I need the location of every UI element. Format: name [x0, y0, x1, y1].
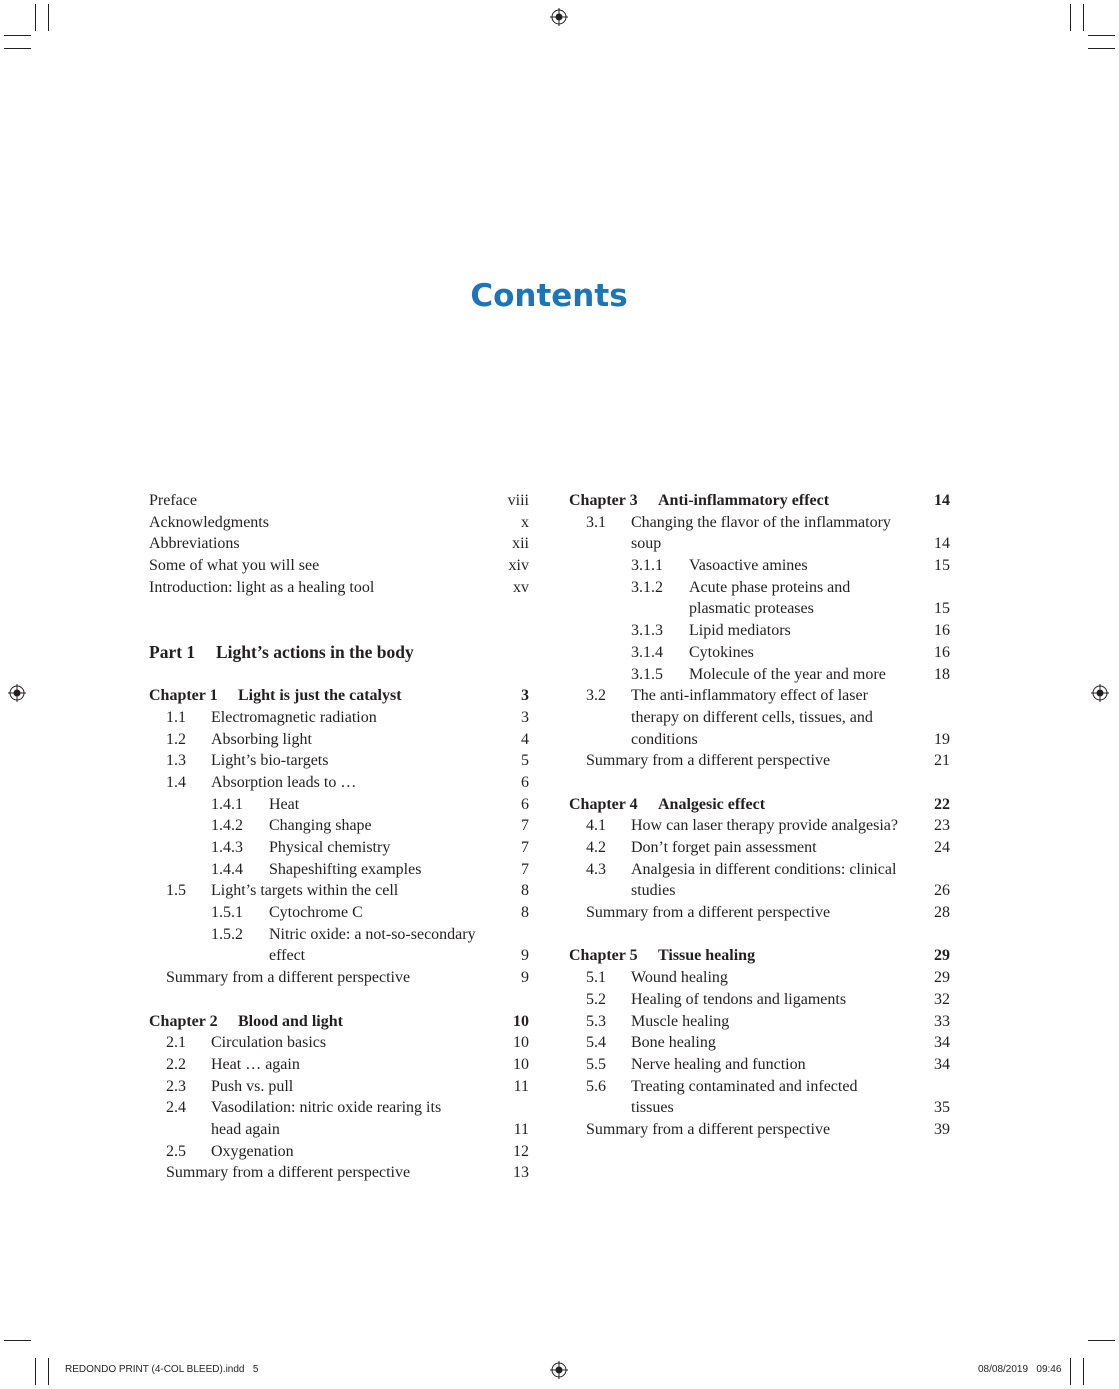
toc-section	[149, 1141, 529, 1163]
subsection-number: 1.4.4	[211, 860, 243, 878]
section-title: Healing of tendons and ligaments	[631, 990, 847, 1008]
section-title: Absorption leads to …	[211, 773, 357, 791]
toc-section-continued	[569, 533, 950, 555]
toc-entry	[149, 577, 529, 599]
section-number: 3.2	[586, 687, 606, 705]
crop-mark	[48, 4, 49, 31]
subsection-page: 15	[934, 557, 950, 575]
section-number: 1.2	[166, 730, 186, 748]
section-number: 1.5	[166, 882, 186, 900]
subsection-number: 3.1.4	[631, 643, 663, 661]
toc-section	[149, 750, 529, 772]
subsection-number: 1.5.2	[211, 925, 243, 943]
section-page: 26	[934, 882, 950, 900]
section-number: 5.6	[586, 1077, 606, 1095]
summary-title: Summary from a different perspective	[586, 752, 831, 770]
section-title: Don’t forget pain assessment	[631, 839, 817, 856]
toc-section	[569, 989, 950, 1011]
toc-entry-title: Acknowledgments	[149, 513, 269, 531]
section-number: 2.3	[166, 1077, 186, 1095]
chapter-heading	[569, 490, 950, 512]
subsection-number: 3.1.5	[631, 665, 663, 683]
chapter-title: Blood and light	[238, 1012, 343, 1030]
section-page: 11	[513, 1120, 529, 1138]
summary-title: Summary from a different perspective	[166, 969, 411, 987]
subsection-number: 1.4.2	[211, 817, 243, 835]
section-title: therapy on different cells, tissues, and	[631, 708, 873, 726]
subsection-title: Acute phase proteins and	[689, 578, 851, 596]
toc-section-continued	[569, 1097, 950, 1119]
toc-subsection	[149, 924, 529, 946]
chapter-title: Tissue healing	[658, 947, 756, 965]
section-number: 2.4	[166, 1099, 186, 1117]
subsection-number: 3.1.1	[631, 557, 663, 575]
toc-subsection	[149, 794, 529, 816]
registration-mark-icon	[8, 684, 26, 702]
toc-summary	[569, 902, 950, 924]
toc-subsection	[149, 902, 529, 924]
crop-mark	[1070, 4, 1071, 31]
chapter-label: Chapter 5	[569, 947, 638, 965]
toc-entry	[149, 555, 529, 577]
toc-subsection	[569, 642, 950, 664]
toc-section	[569, 1011, 950, 1033]
toc-subsection	[149, 815, 529, 837]
toc-section-continued	[569, 880, 950, 902]
toc-section	[149, 1097, 529, 1119]
section-number: 1.4	[166, 773, 186, 791]
section-page: 24	[934, 839, 950, 856]
toc-section	[149, 729, 529, 751]
subsection-page: 18	[934, 665, 950, 683]
subsection-title: effect	[269, 947, 306, 965]
part-title: Light’s actions in the body	[216, 641, 414, 662]
toc-subsection-continued	[569, 598, 950, 620]
section-page: 19	[934, 730, 950, 748]
toc-section	[149, 1032, 529, 1054]
crop-mark	[1088, 35, 1115, 36]
chapter-title: Anti-inflammatory effect	[658, 492, 830, 509]
toc-entry-page: xii	[512, 535, 529, 553]
subsection-page: 8	[521, 904, 529, 922]
chapter-label: Chapter 3	[569, 492, 638, 509]
crop-mark	[1083, 1358, 1084, 1385]
section-title: Muscle healing	[631, 1012, 730, 1030]
section-number: 5.4	[586, 1034, 606, 1052]
summary-page: 9	[521, 969, 529, 987]
subsection-title: Cytokines	[689, 643, 754, 661]
section-title: Light’s bio-targets	[211, 752, 329, 770]
toc-subsection	[149, 859, 529, 881]
crop-mark	[4, 48, 31, 49]
section-title: Absorbing light	[211, 730, 312, 748]
crop-mark	[1088, 1340, 1115, 1341]
toc-section-continued	[569, 729, 950, 751]
section-page: 5	[521, 752, 529, 770]
chapter-label: Chapter 2	[149, 1012, 218, 1030]
crop-mark	[4, 35, 31, 36]
registration-mark-icon	[1091, 684, 1109, 702]
toc-entry-page: xiv	[508, 557, 529, 575]
subsection-page: 15	[934, 600, 950, 618]
toc-entry-page: xv	[513, 578, 529, 596]
toc-section	[569, 1054, 950, 1076]
subsection-page: 6	[521, 795, 529, 813]
subsection-title: plasmatic proteases	[689, 600, 814, 618]
subsection-title: Cytochrome C	[269, 904, 363, 922]
section-number: 5.5	[586, 1055, 606, 1073]
section-title: Nerve healing and function	[631, 1055, 806, 1073]
section-page: 35	[934, 1099, 950, 1117]
slug-datetime: 08/08/2019 09:46	[978, 1364, 1062, 1375]
chapter-page: 3	[521, 687, 529, 705]
section-page: 32	[934, 990, 950, 1008]
part-label: Part 1	[149, 641, 196, 662]
subsection-number: 1.4.3	[211, 839, 243, 857]
toc-entry-title: Some of what you will see	[149, 557, 320, 575]
subsection-page: 16	[934, 643, 950, 661]
section-number: 2.5	[166, 1142, 186, 1160]
toc-summary	[569, 1119, 950, 1141]
chapter-heading	[149, 1011, 529, 1033]
section-page: 12	[513, 1142, 529, 1160]
toc-entry-page: x	[521, 513, 529, 531]
section-number: 2.2	[166, 1055, 186, 1073]
section-page: 14	[934, 535, 950, 553]
subsection-page: 7	[521, 839, 529, 857]
section-page: 23	[934, 817, 950, 835]
registration-mark-icon	[550, 1361, 568, 1379]
page-title: Contents	[470, 278, 628, 314]
section-title: Light’s targets within the cell	[211, 882, 399, 900]
summary-page: 39	[934, 1120, 950, 1138]
chapter-heading	[569, 945, 950, 967]
section-title: The anti-inflammatory effect of laser	[631, 687, 868, 705]
section-title: studies	[631, 882, 676, 900]
subsection-title: Shapeshifting examples	[269, 860, 422, 878]
section-number: 4.2	[586, 839, 606, 856]
section-title: tissues	[631, 1099, 674, 1117]
chapter-heading	[569, 794, 950, 816]
toc-summary	[149, 1162, 529, 1184]
subsection-number: 1.5.1	[211, 904, 243, 922]
toc-section	[149, 772, 529, 794]
subsection-title: Vasoactive amines	[689, 557, 808, 575]
toc-subsection	[149, 837, 529, 859]
toc-section	[569, 815, 950, 837]
toc-section	[569, 685, 950, 707]
chapter-page: 14	[934, 492, 950, 509]
subsection-page: 7	[521, 817, 529, 835]
toc-section	[149, 880, 529, 902]
subsection-number: 3.1.2	[631, 578, 663, 596]
toc-summary	[149, 967, 529, 989]
toc-section	[149, 1076, 529, 1098]
section-number: 1.3	[166, 752, 186, 770]
crop-mark	[35, 4, 36, 31]
chapter-page: 22	[934, 795, 950, 813]
toc-entry-title: Introduction: light as a healing tool	[149, 578, 375, 596]
section-page: 29	[934, 969, 950, 987]
toc-section	[149, 707, 529, 729]
section-title: How can laser therapy provide analgesia?	[631, 817, 898, 835]
subsection-title: Lipid mediators	[689, 622, 791, 640]
section-number: 4.3	[586, 860, 606, 878]
summary-page: 28	[934, 904, 950, 922]
chapter-title: Light is just the catalyst	[238, 687, 402, 705]
toc-subsection	[569, 577, 950, 599]
subsection-title: Nitric oxide: a not-so-secondary	[269, 925, 476, 943]
subsection-title: Physical chemistry	[269, 839, 391, 857]
chapter-label: Chapter 4	[569, 795, 638, 813]
toc-entry	[149, 533, 529, 555]
toc-subsection	[569, 620, 950, 642]
section-title: conditions	[631, 730, 698, 748]
toc-entry	[149, 512, 529, 534]
section-page: 34	[934, 1034, 950, 1052]
crop-mark	[35, 1358, 36, 1385]
section-number: 1.1	[166, 708, 186, 726]
section-title: Electromagnetic radiation	[211, 708, 377, 726]
part-heading	[149, 642, 529, 664]
subsection-title: Molecule of the year and more	[689, 665, 886, 683]
section-number: 4.1	[586, 817, 606, 835]
section-title: Oxygenation	[211, 1142, 294, 1160]
section-page: 10	[513, 1034, 529, 1052]
section-title: head again	[211, 1120, 280, 1138]
section-number: 5.1	[586, 969, 606, 987]
crop-mark	[1088, 48, 1115, 49]
section-title: Vasodilation: nitric oxide rearing its	[211, 1099, 442, 1117]
section-page: 33	[934, 1012, 950, 1030]
toc-section	[569, 967, 950, 989]
subsection-page: 16	[934, 622, 950, 640]
section-page: 4	[521, 730, 529, 748]
chapter-label: Chapter 1	[149, 687, 218, 705]
toc-right-column	[569, 490, 950, 1141]
toc-subsection	[569, 555, 950, 577]
section-page: 11	[513, 1077, 529, 1095]
toc-section	[569, 512, 950, 534]
crop-mark	[1070, 1358, 1071, 1385]
section-number: 3.1	[586, 513, 606, 531]
section-title: Treating contaminated and infected	[631, 1077, 858, 1095]
section-title: Analgesia in different conditions: clinical	[631, 860, 897, 878]
registration-mark-icon	[550, 8, 568, 26]
subsection-page: 7	[521, 860, 529, 878]
toc-section-continued	[569, 707, 950, 729]
section-title: Wound healing	[631, 969, 728, 987]
toc-entry-title: Abbreviations	[149, 535, 240, 553]
section-title: Heat … again	[211, 1055, 300, 1073]
chapter-heading	[149, 685, 529, 707]
section-number: 2.1	[166, 1034, 186, 1052]
chapter-page: 10	[513, 1012, 529, 1030]
summary-title: Summary from a different perspective	[586, 1120, 831, 1138]
crop-mark	[1083, 4, 1084, 31]
section-page: 10	[513, 1055, 529, 1073]
section-title: soup	[631, 535, 662, 553]
section-title: Circulation basics	[211, 1034, 327, 1052]
section-page: 34	[934, 1055, 950, 1073]
section-number: 5.3	[586, 1012, 606, 1030]
section-title: Changing the flavor of the inflammatory	[631, 513, 891, 531]
section-title: Push vs. pull	[211, 1077, 294, 1095]
summary-page: 21	[934, 752, 950, 770]
section-page: 8	[521, 882, 529, 900]
toc-section-continued	[149, 1119, 529, 1141]
subsection-page: 9	[521, 947, 529, 965]
section-number: 5.2	[586, 990, 606, 1008]
toc-section	[569, 1076, 950, 1098]
subsection-number: 3.1.3	[631, 622, 663, 640]
chapter-title: Analgesic effect	[658, 795, 766, 813]
toc-subsection	[569, 664, 950, 686]
section-page: 3	[521, 708, 529, 726]
slug-filename: REDONDO PRINT (4-COL BLEED).indd 5	[65, 1364, 259, 1375]
summary-page: 13	[513, 1164, 529, 1182]
section-page: 6	[521, 773, 529, 791]
toc-subsection-continued	[149, 945, 529, 967]
crop-mark	[4, 1340, 31, 1341]
toc-left-column	[149, 490, 529, 1184]
chapter-page: 29	[934, 947, 950, 965]
toc-entry-page: viii	[507, 492, 529, 509]
section-title: Bone healing	[631, 1034, 716, 1052]
summary-title: Summary from a different perspective	[586, 904, 831, 922]
subsection-title: Changing shape	[269, 817, 372, 835]
subsection-title: Heat	[269, 795, 300, 813]
summary-title: Summary from a different perspective	[166, 1164, 411, 1182]
toc-entry-title: Preface	[149, 492, 197, 509]
crop-mark	[48, 1358, 49, 1385]
toc-section	[569, 1032, 950, 1054]
toc-section	[149, 1054, 529, 1076]
toc-entry	[149, 490, 529, 512]
toc-section	[569, 859, 950, 881]
toc-section	[569, 837, 950, 859]
subsection-number: 1.4.1	[211, 795, 243, 813]
toc-summary	[569, 750, 950, 772]
